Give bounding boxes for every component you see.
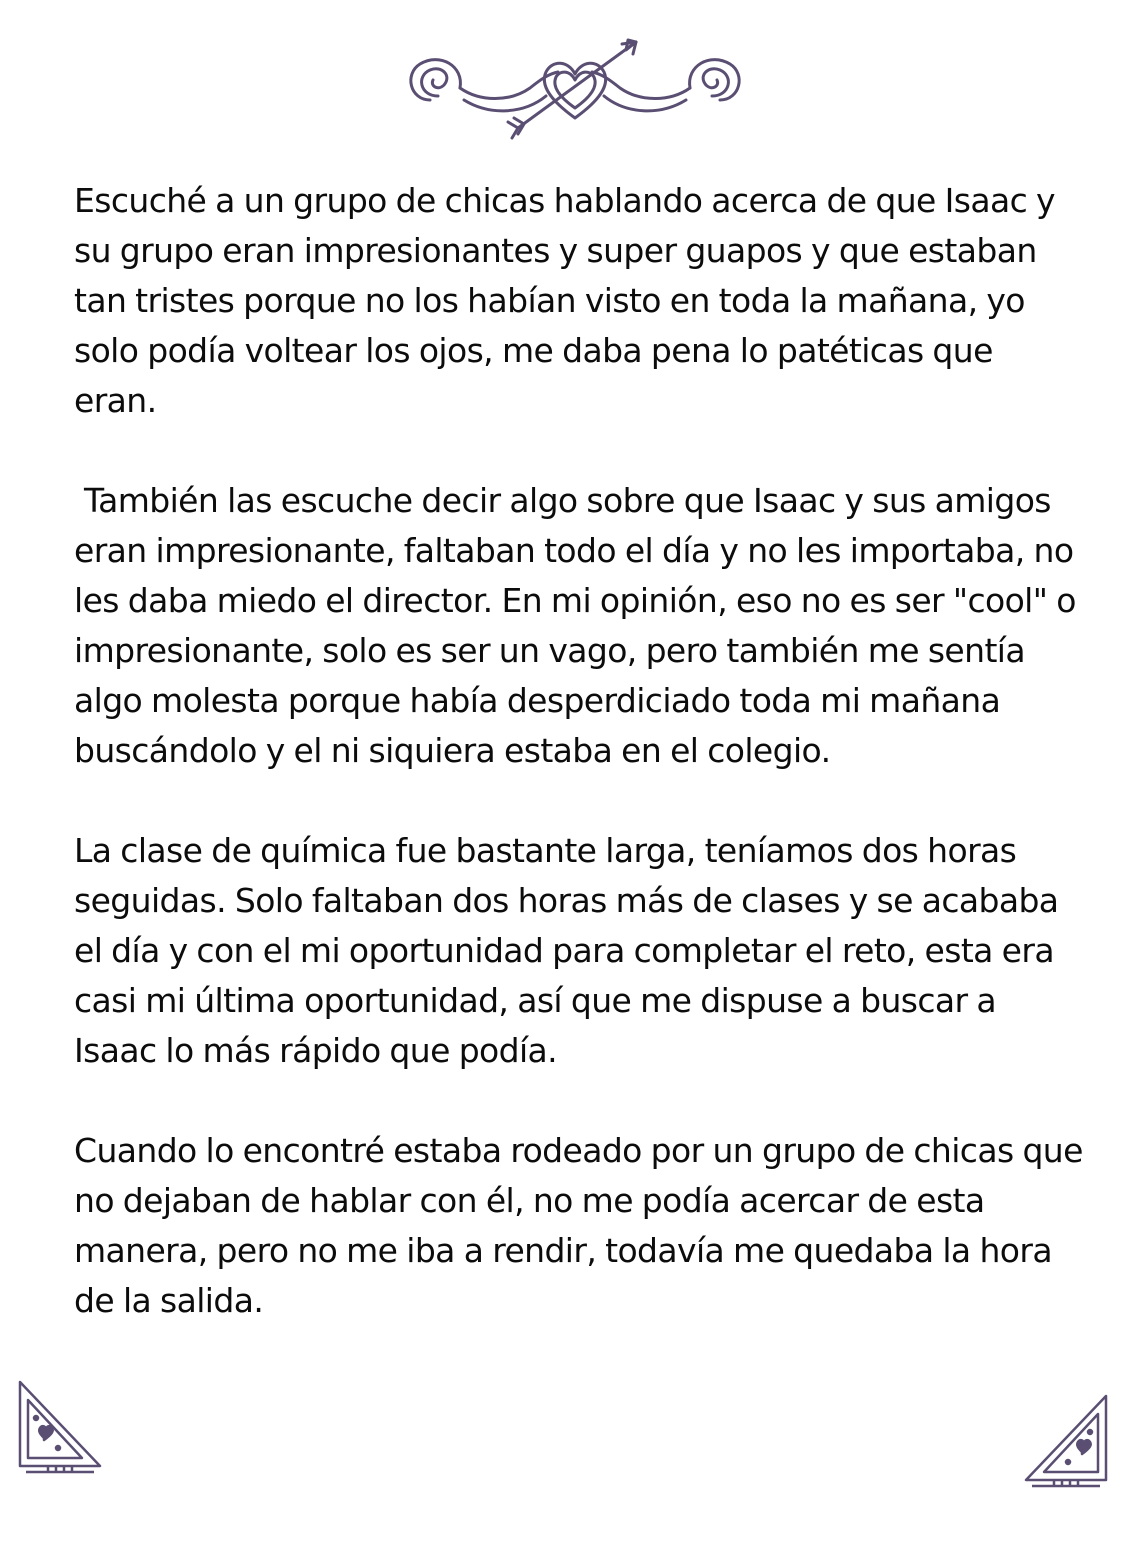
paragraph-2: También las escuche decir algo sobre que Isaac y sus amigos eran impresionante, faltaban todo el día y no les importaba, no les daba miedo el director. En mi opinión, eso no es ser "cool" o impresionante, solo es ser un vago, pero también me sentía algo molesta porque había desperdiciado toda mi mañana buscándolo y el ni siquiera estaba en el colegio.: [74, 481, 1076, 770]
paragraph-3: La clase de química fue bastante larga, teníamos dos horas seguidas. Solo faltaban dos horas más de clases y se acababa el día y con el mi oportunidad para completar el reto, esta era casi mi última oportunidad, así que me dispuse a buscar a Isaac lo más rápido que podía.: [74, 831, 1059, 1070]
heart-triangle-corner-icon: [1022, 1392, 1112, 1492]
story-text: [74, 176, 1084, 1326]
heart-triangle-corner-icon: [14, 1378, 104, 1478]
heart-arrow-flourish-icon: [400, 30, 750, 140]
paragraph-4: Cuando lo encontré estaba rodeado por un grupo de chicas que no dejaban de hablar con él, no me podía acercar de esta manera, pero no me iba a rendir, todavía me quedaba la hora de la salida.: [74, 1131, 1083, 1320]
paragraph-1: Escuché a un grupo de chicas hablando acerca de que Isaac y su grupo eran impresionantes y super guapos y que estaban tan tristes porque no los habían visto en toda la mañana, yo solo podía voltear los ojos, me daba pena lo patéticas que eran.: [74, 181, 1055, 420]
